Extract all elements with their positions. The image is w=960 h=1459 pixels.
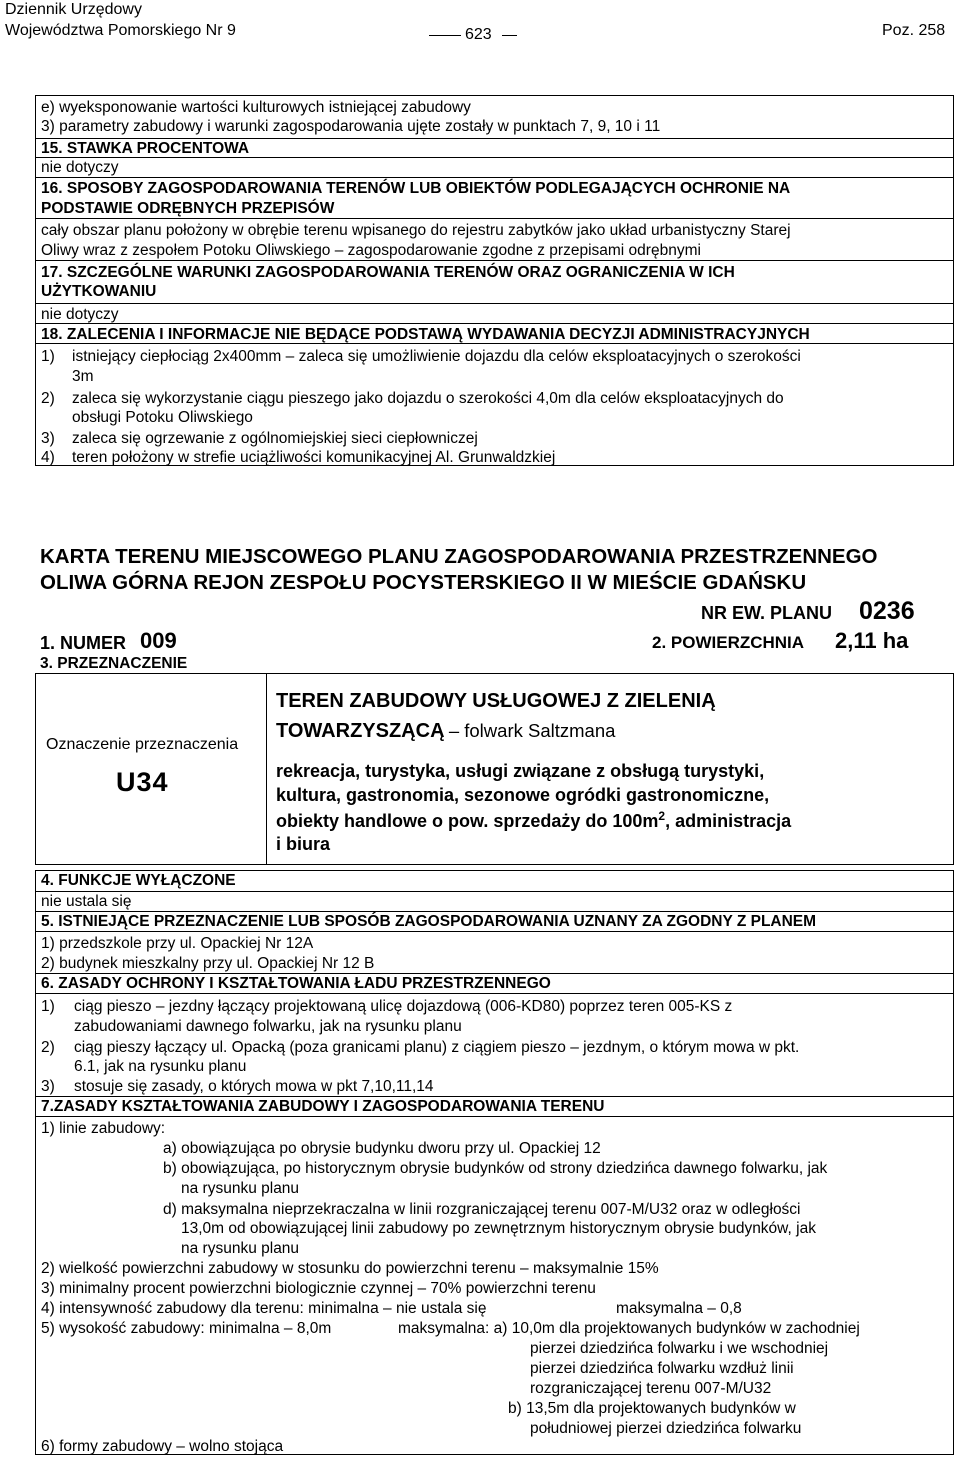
s7-5-b: b) 13,5m dla projektowanych budynków w xyxy=(508,1400,796,1417)
oznaczenie-symbol: U34 xyxy=(116,767,169,797)
s6-item-text: zabudowaniami dawnego folwarku, jak na rysunku planu xyxy=(74,1018,462,1035)
s7-b: na rysunku planu xyxy=(181,1180,300,1197)
s18-item-text: zaleca się ogrzewanie z ogólnomiejskiej sieci ciepłowniczej xyxy=(72,430,478,447)
s18-title-row xyxy=(36,323,953,344)
use-superscript: 2 xyxy=(658,809,666,823)
s5-title-row xyxy=(36,911,953,932)
row-continuation xyxy=(36,96,953,138)
przeznaczenie-title: 3. PRZEZNACZENIE xyxy=(40,655,188,672)
continuation-line: 3) parametry zabudowy i warunki zagospodarowania ujęte zostały w punktach 7, 9, 10 i 11 xyxy=(41,118,661,135)
s6-item-number: 3) xyxy=(41,1078,55,1095)
numer-value: 009 xyxy=(140,628,177,653)
teren-title2: TOWARZYSZĄCĄ xyxy=(276,720,445,742)
s7-d: na rysunku planu xyxy=(181,1240,300,1257)
s17-text-row xyxy=(36,303,953,324)
oznaczenie-label: Oznaczenie przeznaczenia xyxy=(46,736,239,753)
s4-text: nie ustala się xyxy=(41,893,132,910)
s7-content-row xyxy=(36,1116,953,1457)
s6-item-number: 1) xyxy=(41,998,55,1015)
s18-title: 18. ZALECENIA I INFORMACJE NIE BĘDĄCE PODSTAWĄ WYDAWANIA DECYZJI ADMINISTRACYJNYCH xyxy=(41,326,810,343)
numer-label: 1. NUMER xyxy=(40,633,127,653)
s15-title-row xyxy=(36,138,953,158)
nr-ew-label: NR EW. PLANU xyxy=(701,603,833,623)
s5-item: 2) budynek mieszkalny przy ul. Opackiej Nr 12 B xyxy=(41,955,375,972)
s7-5-detail: pierzei dziedzińca folwarku wzdłuż linii xyxy=(530,1360,794,1377)
s7-3: 3) minimalny procent powierzchni biologicznie czynnej – 70% powierzchni terenu xyxy=(41,1280,596,1297)
s18-items-row xyxy=(36,343,953,468)
journal-title: Dziennik Urzędowy xyxy=(5,1,142,18)
s18-item-number: 1) xyxy=(41,348,55,365)
s7-5-max: maksymalna: a) 10,0m dla projektowanych budynków w zachodniej xyxy=(398,1320,860,1337)
s16-title-row xyxy=(36,177,953,219)
page-number-rule-right xyxy=(502,35,517,36)
s18-item-text: obsługi Potoku Oliwskiego xyxy=(72,409,253,426)
s4-title: 4. FUNKCJE WYŁĄCZONE xyxy=(41,872,236,889)
s6-item-number: 2) xyxy=(41,1039,55,1056)
s16-text: Oliwy wraz z zespołem Potoku Oliwskiego – zagospodarowanie zgodne z przepisami odrębnymi xyxy=(41,242,701,259)
s6-items-row xyxy=(36,993,953,1097)
s7-5-detail: rozgraniczającej terenu 007-M/U32 xyxy=(530,1380,772,1397)
s7-d: d) maksymalna nieprzekraczalna w linii rozgraniczającej terenu 007-M/U32 oraz w odległości xyxy=(163,1201,801,1218)
s15-text: nie dotyczy xyxy=(41,159,119,176)
s7-title-row xyxy=(36,1096,953,1117)
s15-title: 15. STAWKA PROCENTOWA xyxy=(41,140,250,157)
use-line: i biura xyxy=(276,834,331,854)
s17-title: UŻYTKOWANIU xyxy=(41,283,157,300)
teren-title-line1: TEREN ZABUDOWY USŁUGOWEJ Z ZIELENIĄ xyxy=(276,690,716,712)
use-line: kultura, gastronomia, sezonowe ogródki gastronomiczne, xyxy=(276,785,770,805)
s18-item-number: 4) xyxy=(41,449,55,466)
powierzchnia-value: 2,11 ha xyxy=(835,628,909,653)
nr-ew-value: 0236 xyxy=(859,597,915,625)
s6-item-text: ciąg pieszy łączący ul. Opacką (poza granicami planu) z ciągiem pieszo – jezdnym, o którym mowa w pkt. xyxy=(74,1039,800,1056)
s5-items-row xyxy=(36,931,953,974)
position-number: Poz. 258 xyxy=(882,22,946,39)
s7-4: 4) intensywność zabudowy dla terenu: minimalna – nie ustala się xyxy=(41,1300,487,1317)
s6-item-text: stosuje się zasady, o których mowa w pkt 7,10,11,14 xyxy=(74,1078,434,1095)
s5-item: 1) przedszkole przy ul. Opackiej Nr 12A xyxy=(41,935,314,952)
s6-item-text: ciąg pieszo – jezdny łączący projektowaną ulicę dojazdową (006-KD80) poprzez teren 005-KS z xyxy=(74,998,733,1015)
s6-item-text: 6.1, jak na rysunku planu xyxy=(74,1058,247,1075)
s7-d: 13,0m od obowiązującej linii zabudowy po zewnętrznym historycznym obrysie budynków, jak xyxy=(181,1220,816,1237)
s7-b: b) obowiązująca, po historycznym obrysie budynków od strony dziedzińca dawnego folwarku, jak xyxy=(163,1160,828,1177)
s18-item-text: zaleca się wykorzystanie ciągu pieszego jako dojazdu o szerokości 4,0m dla celów eksploatacyjnych do xyxy=(72,390,784,407)
karta-title-line2: OLIWA GÓRNA REJON ZESPOŁU POCYSTERSKIEGO II W MIEŚCIE GDAŃSKU xyxy=(40,571,807,594)
s7-5-b-detail: południowej pierzei dziedzińca folwarku xyxy=(530,1420,802,1437)
s16-text: cały obszar planu położony w obrębie terenu wpisanego do rejestru zabytków jako układ urbanistyczny Starej xyxy=(41,222,791,239)
s7-2: 2) wielkość powierzchni zabudowy w stosunku do powierzchni terenu – maksymalnie 15% xyxy=(41,1260,659,1277)
top-table xyxy=(35,95,954,466)
s7-a: a) obowiązująca po obrysie budynku dworu przy ul. Opackiej 12 xyxy=(163,1140,601,1157)
powierzchnia-label: 2. POWIERZCHNIA xyxy=(652,633,805,652)
s18-item-number: 3) xyxy=(41,430,55,447)
s18-item-text: teren położony w strefie uciążliwości komunikacyjnej Al. Grunwaldzkiej xyxy=(72,449,556,466)
karta-title-line1: KARTA TERENU MIEJSCOWEGO PLANU ZAGOSPODAROWANIA PRZESTRZENNEGO xyxy=(40,545,878,568)
oznaczenie-cell xyxy=(36,674,267,864)
przeznaczenie-description xyxy=(266,674,953,864)
s18-item-text: istniejący ciepłociąg 2x400mm – zaleca się umożliwienie dojazdu dla celów eksploatacyjnych o szerokości xyxy=(72,348,801,365)
s7-linie: 1) linie zabudowy: xyxy=(41,1120,166,1137)
page-number: 623 xyxy=(465,26,492,43)
bottom-table xyxy=(35,870,954,1455)
przeznaczenie-block xyxy=(35,673,954,865)
s16-title: PODSTAWIE ODRĘBNYCH PRZEPISÓW xyxy=(41,200,335,217)
journal-subtitle: Województwa Pomorskiego Nr 9 xyxy=(5,22,236,39)
s7-5-detail: pierzei dziedzińca folwarku i we wschodniej xyxy=(530,1340,829,1357)
teren-subtitle: – folwark Saltzmana xyxy=(448,720,616,741)
continuation-line: e) wyeksponowanie wartości kulturowych istniejącej zabudowy xyxy=(41,99,471,116)
s5-title: 5. ISTNIEJĄCE PRZEZNACZENIE LUB SPOSÓB ZAGOSPODAROWANIA UZNANY ZA ZGODNY Z PLANEM xyxy=(41,913,817,930)
teren-title-line2 xyxy=(276,720,615,743)
use-text-tail: , administracja xyxy=(665,811,792,831)
s16-text-row xyxy=(36,218,953,261)
s6-title: 6. ZASADY OCHRONY I KSZTAŁTOWANIA ŁADU PRZESTRZENNEGO xyxy=(41,975,551,992)
s4-title-row xyxy=(36,871,953,891)
s4-text-row xyxy=(36,891,953,912)
s15-text-row xyxy=(36,157,953,178)
s17-title-row xyxy=(36,260,953,304)
s18-item-text: 3m xyxy=(72,368,94,385)
page-number-rule-left xyxy=(429,35,461,36)
s6-title-row xyxy=(36,973,953,994)
use-line xyxy=(276,809,791,832)
s17-text: nie dotyczy xyxy=(41,306,119,323)
s17-title: 17. SZCZEGÓLNE WARUNKI ZAGOSPODAROWANIA TERENÓW ORAZ OGRANICZENIA W ICH xyxy=(41,264,735,281)
use-line: rekreacja, turystyka, usługi związane z obsługą turystyki, xyxy=(276,761,765,781)
s18-item-number: 2) xyxy=(41,390,55,407)
s16-title: 16. SPOSOBY ZAGOSPODAROWANIA TERENÓW LUB OBIEKTÓW PODLEGAJĄCYCH OCHRONIE NA xyxy=(41,180,791,197)
s7-title: 7.ZASADY KSZTAŁTOWANIA ZABUDOWY I ZAGOSPODAROWANIA TERENU xyxy=(41,1098,605,1115)
s7-4-max: maksymalna – 0,8 xyxy=(616,1300,742,1317)
s7-6: 6) formy zabudowy – wolno stojąca xyxy=(41,1438,284,1455)
use-text: obiekty handlowe o pow. sprzedaży do 100m xyxy=(276,811,659,831)
s7-5: 5) wysokość zabudowy: minimalna – 8,0m xyxy=(41,1320,332,1337)
